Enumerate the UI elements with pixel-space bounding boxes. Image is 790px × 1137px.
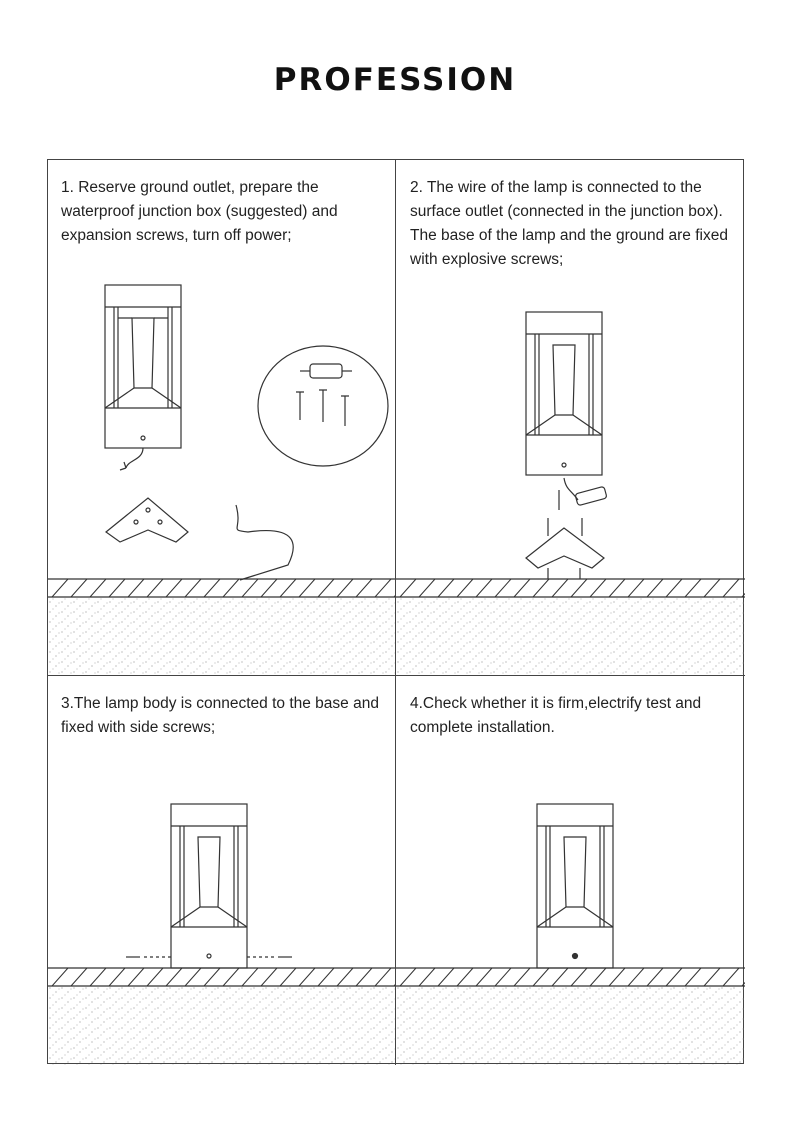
hatch-line: [514, 968, 530, 986]
hatch-line: [609, 968, 625, 986]
lamp-icon: [526, 312, 602, 475]
hatch-line: [438, 968, 454, 986]
hatch-line: [128, 579, 144, 597]
hatch-line: [223, 579, 239, 597]
hatch-line: [261, 579, 277, 597]
ground-soil: [48, 598, 396, 676]
ground-hatch-lines: [52, 579, 396, 597]
hatch-line: [647, 968, 663, 986]
hatch-line: [723, 968, 739, 986]
hatch-line: [628, 579, 644, 597]
hatch-line: [299, 968, 315, 986]
cable-icon: [236, 505, 293, 580]
hatch-line: [476, 579, 492, 597]
step-3-text: 3.The lamp body is connected to the base and fixed with side screws;: [61, 695, 379, 736]
hatch-line: [71, 579, 87, 597]
hatch-line: [419, 968, 435, 986]
hatch-line: [52, 968, 68, 986]
installation-steps-grid: [47, 159, 744, 1064]
lamp-icon: [537, 804, 613, 968]
ground-soil: [396, 598, 745, 676]
hatch-line: [166, 579, 182, 597]
hatch-line: [666, 968, 682, 986]
hatch-line: [223, 968, 239, 986]
hatch-line: [723, 579, 739, 597]
hatch-line: [628, 968, 644, 986]
hatch-line: [280, 579, 296, 597]
step-1-panel: [48, 160, 396, 676]
hatch-line: [666, 579, 682, 597]
lamp-base-icon: [526, 528, 604, 579]
step-2-text: 2. The wire of the lamp is connected to the surface outlet (connected in the junction box). The base of the lamp and the ground are fixed with explosive screws;: [410, 179, 728, 268]
hatch-line: [204, 968, 220, 986]
hatch-line: [533, 968, 549, 986]
hatch-line: [337, 579, 353, 597]
hatch-line: [495, 579, 511, 597]
hatch-line: [375, 579, 391, 597]
hatch-line: [552, 579, 568, 597]
hatch-line: [514, 579, 530, 597]
hatch-line: [400, 968, 416, 986]
hatch-line: [685, 968, 701, 986]
ground-hatch-lines: [52, 968, 396, 986]
hatch-line: [261, 968, 277, 986]
junction-box-icon: [258, 346, 388, 466]
hatch-line: [590, 579, 606, 597]
lamp-base-icon: [106, 498, 188, 542]
hatch-line: [90, 579, 106, 597]
ground-hatch-lines: [400, 579, 745, 597]
hatch-line: [299, 579, 315, 597]
page-title: PROFESSION: [273, 62, 517, 98]
ground-soil: [396, 987, 745, 1065]
hatch-line: [166, 968, 182, 986]
hatch-line: [457, 579, 473, 597]
hatch-line: [533, 579, 549, 597]
ground-soil: [48, 987, 396, 1065]
hatch-line: [318, 579, 334, 597]
step-4-text: 4.Check whether it is firm,electrify test and complete installation.: [410, 695, 702, 736]
hatch-line: [128, 968, 144, 986]
hatch-line: [571, 579, 587, 597]
hatch-line: [647, 579, 663, 597]
hatch-line: [552, 968, 568, 986]
step-2-panel: [396, 160, 745, 676]
lamp-icon: [171, 804, 247, 968]
ground-hatch: [48, 579, 396, 597]
hatch-line: [318, 968, 334, 986]
hatch-line: [90, 968, 106, 986]
hatch-line: [242, 968, 258, 986]
hatch-line: [685, 579, 701, 597]
hatch-line: [375, 968, 391, 986]
hatch-line: [704, 579, 720, 597]
hatch-line: [185, 579, 201, 597]
hatch-line: [71, 968, 87, 986]
lamp-icon: [105, 285, 181, 470]
hatch-line: [438, 579, 454, 597]
hatch-line: [609, 579, 625, 597]
hatch-line: [109, 579, 125, 597]
hatch-line: [476, 968, 492, 986]
hatch-line: [571, 968, 587, 986]
hatch-line: [337, 968, 353, 986]
step-4-panel: [396, 676, 745, 1065]
hatch-line: [742, 968, 745, 986]
hatch-line: [495, 968, 511, 986]
hatch-line: [147, 968, 163, 986]
hatch-line: [457, 968, 473, 986]
hatch-line: [742, 579, 745, 597]
ground-hatch-lines: [400, 968, 745, 986]
hatch-line: [185, 968, 201, 986]
hatch-line: [109, 968, 125, 986]
hatch-line: [242, 579, 258, 597]
hatch-line: [147, 579, 163, 597]
hatch-line: [204, 579, 220, 597]
hatch-line: [356, 968, 372, 986]
ground-hatch: [48, 968, 396, 986]
step-1-text: 1. Reserve ground outlet, prepare the waterproof junction box (suggested) and expansion screws, turn off power;: [61, 179, 338, 244]
step-3-panel: [48, 676, 396, 1065]
junction-box-icon: [548, 478, 607, 536]
hatch-line: [280, 968, 296, 986]
hatch-line: [52, 579, 68, 597]
hatch-line: [704, 968, 720, 986]
hatch-line: [400, 579, 416, 597]
hatch-line: [419, 579, 435, 597]
hatch-line: [356, 579, 372, 597]
hatch-line: [590, 968, 606, 986]
